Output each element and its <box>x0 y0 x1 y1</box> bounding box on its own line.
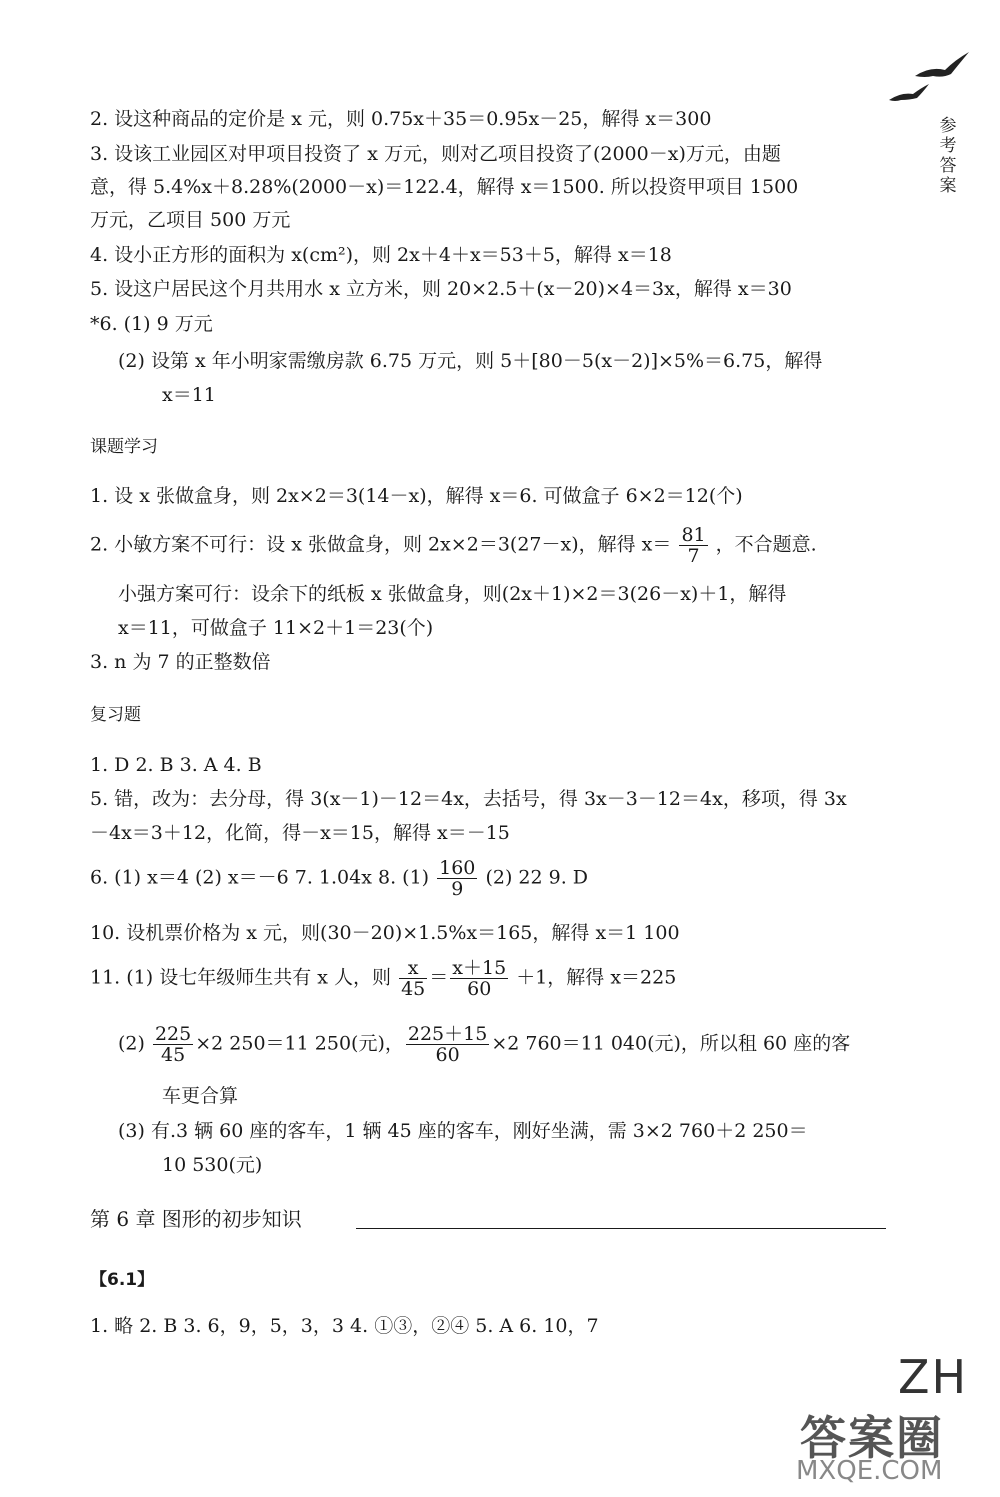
fraction <box>399 958 427 999</box>
answer-line: x＝11，可做盒子 11×2＋1＝23(个) <box>118 617 434 639</box>
answer-line: 5. 错，改为：去分母，得 3(x－1)－12＝4x，去括号，得 3x－3－12＝4x，移项，得 3x <box>90 788 847 810</box>
corner-mark: ZH <box>898 1350 969 1404</box>
side-tab-char: 参 <box>939 116 957 136</box>
answer-line: 小强方案可行：设余下的纸板 x 张做盒身，则(2x＋1)×2＝3(26－x)＋1，解得 <box>118 583 787 605</box>
answer-line-with-fraction <box>90 525 817 566</box>
line-text: (2) 22 9. D <box>485 866 589 889</box>
answer-line: 4. 设小正方形的面积为 x(cm²)，则 2x＋4＋x＝53＋5，解得 x＝18 <box>90 244 672 266</box>
fraction <box>437 858 477 899</box>
birds-illustration <box>885 48 975 108</box>
answer-line: －4x＝3＋12，化简，得－x＝15，解得 x＝－15 <box>90 822 510 844</box>
answer-line: (3) 有.3 辆 60 座的客车，1 辆 45 座的客车，刚好坐满，需 3×2 760＋2 250＝ <box>118 1120 808 1142</box>
fraction-denominator: 45 <box>401 978 426 1000</box>
answer-line: 10. 设机票价格为 x 元，则(30－20)×1.5%x＝165，解得 x＝1 100 <box>90 922 680 944</box>
fraction-denominator: 60 <box>435 1044 460 1066</box>
fraction-denominator: 7 <box>687 545 700 567</box>
fraction <box>406 1024 489 1065</box>
answer-line: 2. 设这种商品的定价是 x 元，则 0.75x＋35＝0.95x－25，解得 x＝300 <box>90 108 712 130</box>
answer-line: 意，得 5.4%x＋8.28%(2000－x)＝122.4，解得 x＝1500. 所以投资甲项目 1500 <box>90 176 799 198</box>
section-heading: 【6.1】 <box>90 1270 155 1290</box>
fraction-numerator: 225＋15 <box>407 1023 488 1045</box>
line-text: (2) <box>118 1032 145 1055</box>
line-text: 6. (1) x＝4 (2) x＝－6 7. 1.04x 8. (1) <box>90 866 430 889</box>
fraction-denominator: 60 <box>467 978 492 1000</box>
answer-line: x＝11 <box>162 384 216 406</box>
line-text: ，不合题意. <box>715 533 817 556</box>
fraction-denominator: 45 <box>161 1044 186 1066</box>
answer-line: 车更合算 <box>162 1085 239 1107</box>
answer-line: 1. D 2. B 3. A 4. B <box>90 754 262 776</box>
fraction-numerator: x＋15 <box>452 957 507 979</box>
answer-line: 1. 略 2. B 3. 6，9，5，3，3 4. ①③，②④ 5. A 6. 10，7 <box>90 1315 599 1337</box>
side-tab-char: 答 <box>939 156 957 176</box>
watermark-url: MXQE.COM <box>796 1456 943 1486</box>
chapter-title: 第 6 章 图形的初步知识 <box>90 1207 302 1231</box>
fraction <box>450 958 508 999</box>
section-heading: 复习题 <box>90 705 141 725</box>
line-text: ×2 760＝11 040(元)，所以租 60 座的客 <box>491 1032 851 1055</box>
answer-line-with-fraction <box>118 1024 850 1065</box>
line-text: ×2 250＝11 250(元)， <box>195 1032 404 1055</box>
fraction-numerator: 81 <box>681 524 706 546</box>
answer-line: 5. 设这户居民这个月共用水 x 立方米，则 20×2.5＋(x－20)×4＝3x，解得 x＝30 <box>90 278 792 300</box>
answer-line: 1. 设 x 张做盒身，则 2x×2＝3(14－x)，解得 x＝6. 可做盒子 6×2＝12(个) <box>90 485 743 507</box>
answer-line: 3. n 为 7 的正整数倍 <box>90 651 271 673</box>
fraction <box>679 525 707 566</box>
line-text: 2. 小敏方案不可行：设 x 张做盒身，则 2x×2＝3(27－x)，解得 x＝ <box>90 533 672 556</box>
answer-line-with-fraction <box>90 858 588 899</box>
line-text: 11. (1) 设七年级师生共有 x 人，则 <box>90 966 392 989</box>
answer-line: 10 530(元) <box>162 1154 263 1176</box>
answer-line: *6. (1) 9 万元 <box>90 313 213 335</box>
line-text: ＋1，解得 x＝225 <box>516 966 677 989</box>
fraction-numerator: 160 <box>439 857 476 879</box>
line-text: ＝ <box>429 966 449 989</box>
answer-line-with-fraction <box>90 958 676 999</box>
answer-line: 3. 设该工业园区对甲项目投资了 x 万元，则对乙项目投资了(2000－x)万元，由题 <box>90 143 781 165</box>
side-tab-answer-key <box>936 116 960 196</box>
chapter-rule <box>356 1228 886 1229</box>
fraction-numerator: x <box>399 958 427 979</box>
fraction <box>153 1024 193 1065</box>
fraction-numerator: 225 <box>154 1023 192 1045</box>
side-tab-char: 考 <box>939 136 957 156</box>
watermark-logo: 答案圈 <box>800 1411 944 1465</box>
answer-line: (2) 设第 x 年小明家需缴房款 6.75 万元，则 5＋[80－5(x－2)]×5%＝6.75，解得 <box>118 350 823 372</box>
side-tab-char: 案 <box>939 176 957 196</box>
answer-line: 万元，乙项目 500 万元 <box>90 209 291 231</box>
fraction-denominator: 9 <box>451 878 464 900</box>
section-heading: 课题学习 <box>90 437 158 457</box>
